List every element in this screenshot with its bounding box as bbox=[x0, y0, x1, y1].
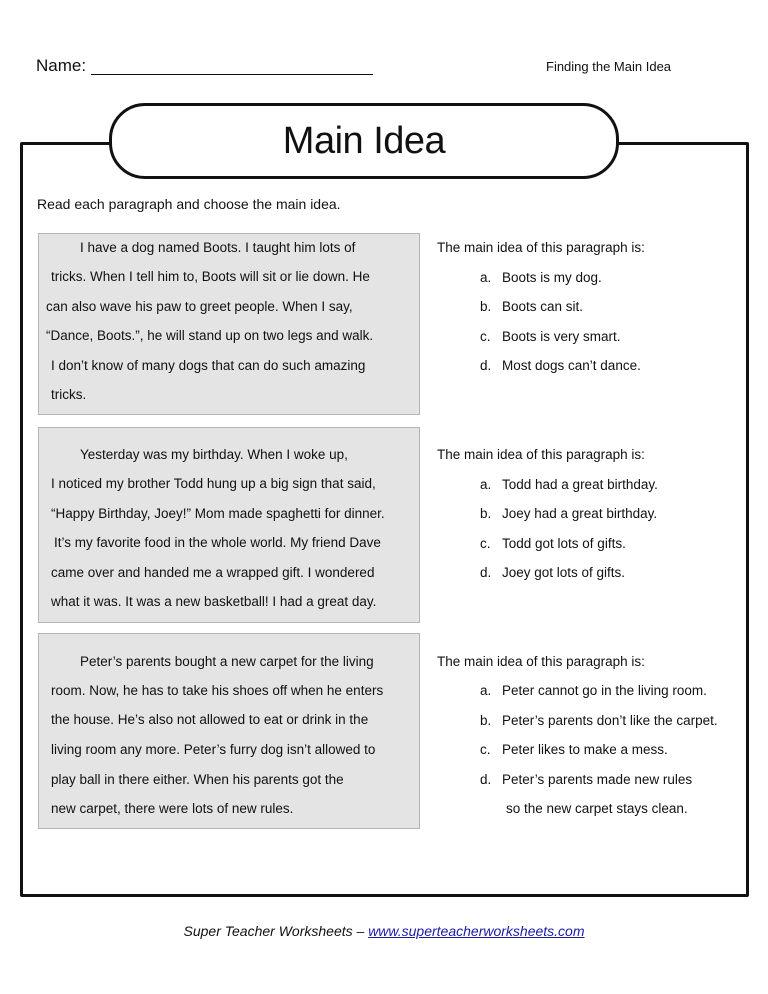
answer-option-d[interactable]: d. Joey got lots of gifts. bbox=[480, 565, 626, 580]
answer-option-d-continuation: so the new carpet stays clean. bbox=[506, 801, 688, 816]
paragraph-box bbox=[38, 233, 420, 415]
paragraph-line: I don’t know of many dogs that can do such amazing bbox=[51, 358, 366, 373]
paragraph-line: can also wave his paw to greet people. When I say, bbox=[46, 299, 353, 314]
answer-option-b[interactable]: b. Peter’s parents don’t like the carpet. bbox=[480, 713, 718, 728]
answer-option-b[interactable]: b. Joey had a great birthday. bbox=[480, 506, 658, 521]
question-prompt: The main idea of this paragraph is: bbox=[437, 240, 645, 255]
name-line[interactable] bbox=[91, 74, 373, 75]
answer-option-a[interactable]: a. Boots is my dog. bbox=[480, 270, 602, 285]
paragraph-line: Peter’s parents bought a new carpet for the living bbox=[80, 654, 374, 669]
paragraph-line: “Happy Birthday, Joey!” Mom made spaghetti for dinner. bbox=[51, 506, 385, 521]
paragraph-line: tricks. When I tell him to, Boots will sit or lie down. He bbox=[51, 269, 370, 284]
paragraph-line: play ball in there either. When his parents got the bbox=[51, 772, 344, 787]
paragraph-line: new carpet, there were lots of new rules. bbox=[51, 801, 294, 816]
answer-option-b[interactable]: b. Boots can sit. bbox=[480, 299, 584, 314]
paragraph-line: living room any more. Peter’s furry dog isn’t allowed to bbox=[51, 742, 376, 757]
title-banner bbox=[109, 103, 619, 179]
answer-option-d[interactable]: d. Most dogs can’t dance. bbox=[480, 358, 641, 373]
footer-brand: Super Teacher Worksheets – bbox=[183, 923, 369, 939]
paragraph-line: I have a dog named Boots. I taught him lots of bbox=[80, 240, 356, 255]
footer-link[interactable]: www.superteacherworksheets.com bbox=[368, 923, 585, 939]
paragraph-line: the house. He’s also not allowed to eat or drink in the bbox=[51, 712, 369, 727]
instructions: Read each paragraph and choose the main idea. bbox=[37, 196, 341, 212]
question-prompt: The main idea of this paragraph is: bbox=[437, 447, 645, 462]
page-title: Main Idea bbox=[282, 119, 446, 162]
answer-option-c[interactable]: c. Boots is very smart. bbox=[480, 329, 621, 344]
answer-option-a[interactable]: a. Todd had a great birthday. bbox=[480, 477, 658, 492]
answer-option-d[interactable]: d. Peter’s parents made new rules bbox=[480, 772, 693, 787]
answer-option-c[interactable]: c. Todd got lots of gifts. bbox=[480, 536, 626, 551]
paragraph-line: Yesterday was my birthday. When I woke up, bbox=[80, 447, 348, 462]
answer-option-c[interactable]: c. Peter likes to make a mess. bbox=[480, 742, 668, 757]
footer bbox=[0, 923, 768, 939]
name-label: Name: bbox=[36, 56, 87, 75]
paragraph-line: came over and handed me a wrapped gift. I wondered bbox=[51, 565, 375, 580]
paragraph-line: I noticed my brother Todd hung up a big sign that said, bbox=[51, 476, 376, 491]
paragraph-line: what it was. It was a new basketball! I had a great day. bbox=[51, 594, 377, 609]
paragraph-line: It’s my favorite food in the whole world. My friend Dave bbox=[54, 535, 381, 550]
paragraph-line: room. Now, he has to take his shoes off when he enters bbox=[51, 683, 384, 698]
worksheet-subtitle: Finding the Main Idea bbox=[546, 59, 672, 74]
paragraph-line: “Dance, Boots.”, he will stand up on two legs and walk. bbox=[46, 328, 374, 343]
answer-option-a[interactable]: a. Peter cannot go in the living room. bbox=[480, 683, 707, 698]
paragraph-line: tricks. bbox=[51, 387, 87, 402]
question-prompt: The main idea of this paragraph is: bbox=[437, 654, 645, 669]
